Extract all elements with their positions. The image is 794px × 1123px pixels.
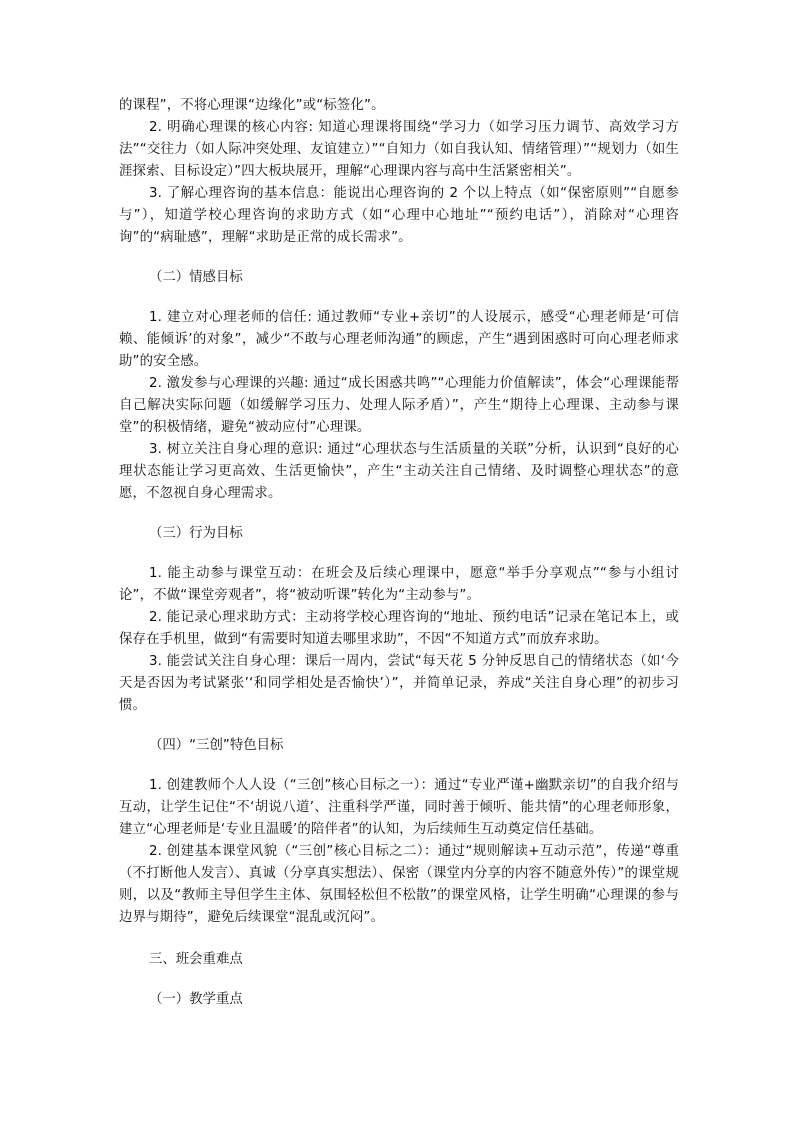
heading-behavior-goals: （三）行为目标 [149,526,243,541]
paragraph-cognitive-3: 3. 了解心理咨询的基本信息：能说出心理咨询的 2 个以上特点（如“保密原则”“自愿参与”），知道学校心理咨询的求助方式（如“心理中心地址”“预约电话”），消除对“心理咨询”的“病耻感”，理解“求助是正常的成长需求”。 [119,186,679,245]
heading-feature-goals: （四）“三创”特色目标 [149,738,284,753]
paragraph-behavior-3: 3. 能尝试关注自身心理：课后一周内，尝试“每天花 5 分钟反思自己的情绪状态（如‘今天是否因为考试紧张’‘和同学相处是否愉快’）”，并简单记录，养成“关注自身心理”的初步习惯。 [119,654,679,713]
paragraph-emotional-1: 1. 建立对心理老师的信任: 通过教师“专业+亲切”的人设展示，感受“心理老师是‘可信赖、能倾诉’的对象”，减少“不敢与心理老师沟通”的顾虑，产生“遇到困惑时可向心理老师求助”的安全感。 [119,310,679,369]
paragraph-emotional-3: 3. 树立关注自身心理的意识: 通过“心理状态与生活质量的关联”分析，认识到“良好的心理状态能让学习更高效、生活更愉快”，产生“主动关注自己情绪、及时调整心理状态”的意愿，不忽视自身心理需求。 [119,442,679,501]
paragraph-behavior-1: 1. 能主动参与课堂互动：在班会及后续心理课中，愿意“举手分享观点”“参与小组讨论”，不做“课堂旁观者”，将“被动听课”转化为“主动参与”。 [119,566,679,603]
paragraph-intro-tail: 的课程”，不将心理课“边缘化”或“标签化”。 [119,98,385,113]
paragraph-cognitive-2: 2. 明确心理课的核心内容: 知道心理课将围绕“学习力（如学习压力调节、高效学习方法”“交往力（如人际冲突处理、友谊建立）”“自知力（如自我认知、情绪管理）”“规划力（如生涯探索、目标设定）”四大板块展开，理解“心理课内容与高中生活紧密相关”。 [119,120,679,179]
heading-key-points: 三、班会重难点 [149,952,243,967]
document-body [119,95,679,1011]
paragraph-emotional-2: 2. 激发参与心理课的兴趣: 通过“成长困惑共鸣”“心理能力价值解读”，体会“心理课能帮自己解决实际问题（如缓解学习压力、处理人际矛盾）”，产生“期待上心理课、主动参与课堂”的积极情绪，避免“被动应付”心理课。 [119,376,679,435]
paragraph-feature-1: 1. 创建教师个人人设（“三创”核心目标之一）：通过“专业严谨+幽默亲切”的自我介绍与互动，让学生记住“不‘胡说八道’、注重科学严谨，同时善于倾听、能共情”的心理老师形象，建立“心理老师是‘专业且温暖’的陪伴者”的认知，为后续师生互动奠定信任基础。 [119,778,679,837]
heading-teaching-focus: （一）教学重点 [149,992,243,1007]
paragraph-behavior-2: 2. 能记录心理求助方式：主动将学校心理咨询的“地址、预约电话”记录在笔记本上，或保存在手机里，做到“有需要时知道去哪里求助”，不因“不知道方式”而放弃求助。 [119,610,679,647]
heading-emotional-goals: （二）情感目标 [149,270,243,285]
paragraph-feature-2: 2. 创建基本课堂风貌（“三创”核心目标之二）：通过“规则解读+互动示范”，传递“尊重（不打断他人发言）、真诚（分享真实想法）、保密（课堂内分享的内容不随意外传）”的课堂规则，以及“教师主导但学生主体、氛围轻松但不松散”的课堂风格，让学生明确“心理课的参与边界与期待”，避免后续课堂“混乱或沉闷”。 [119,844,679,925]
